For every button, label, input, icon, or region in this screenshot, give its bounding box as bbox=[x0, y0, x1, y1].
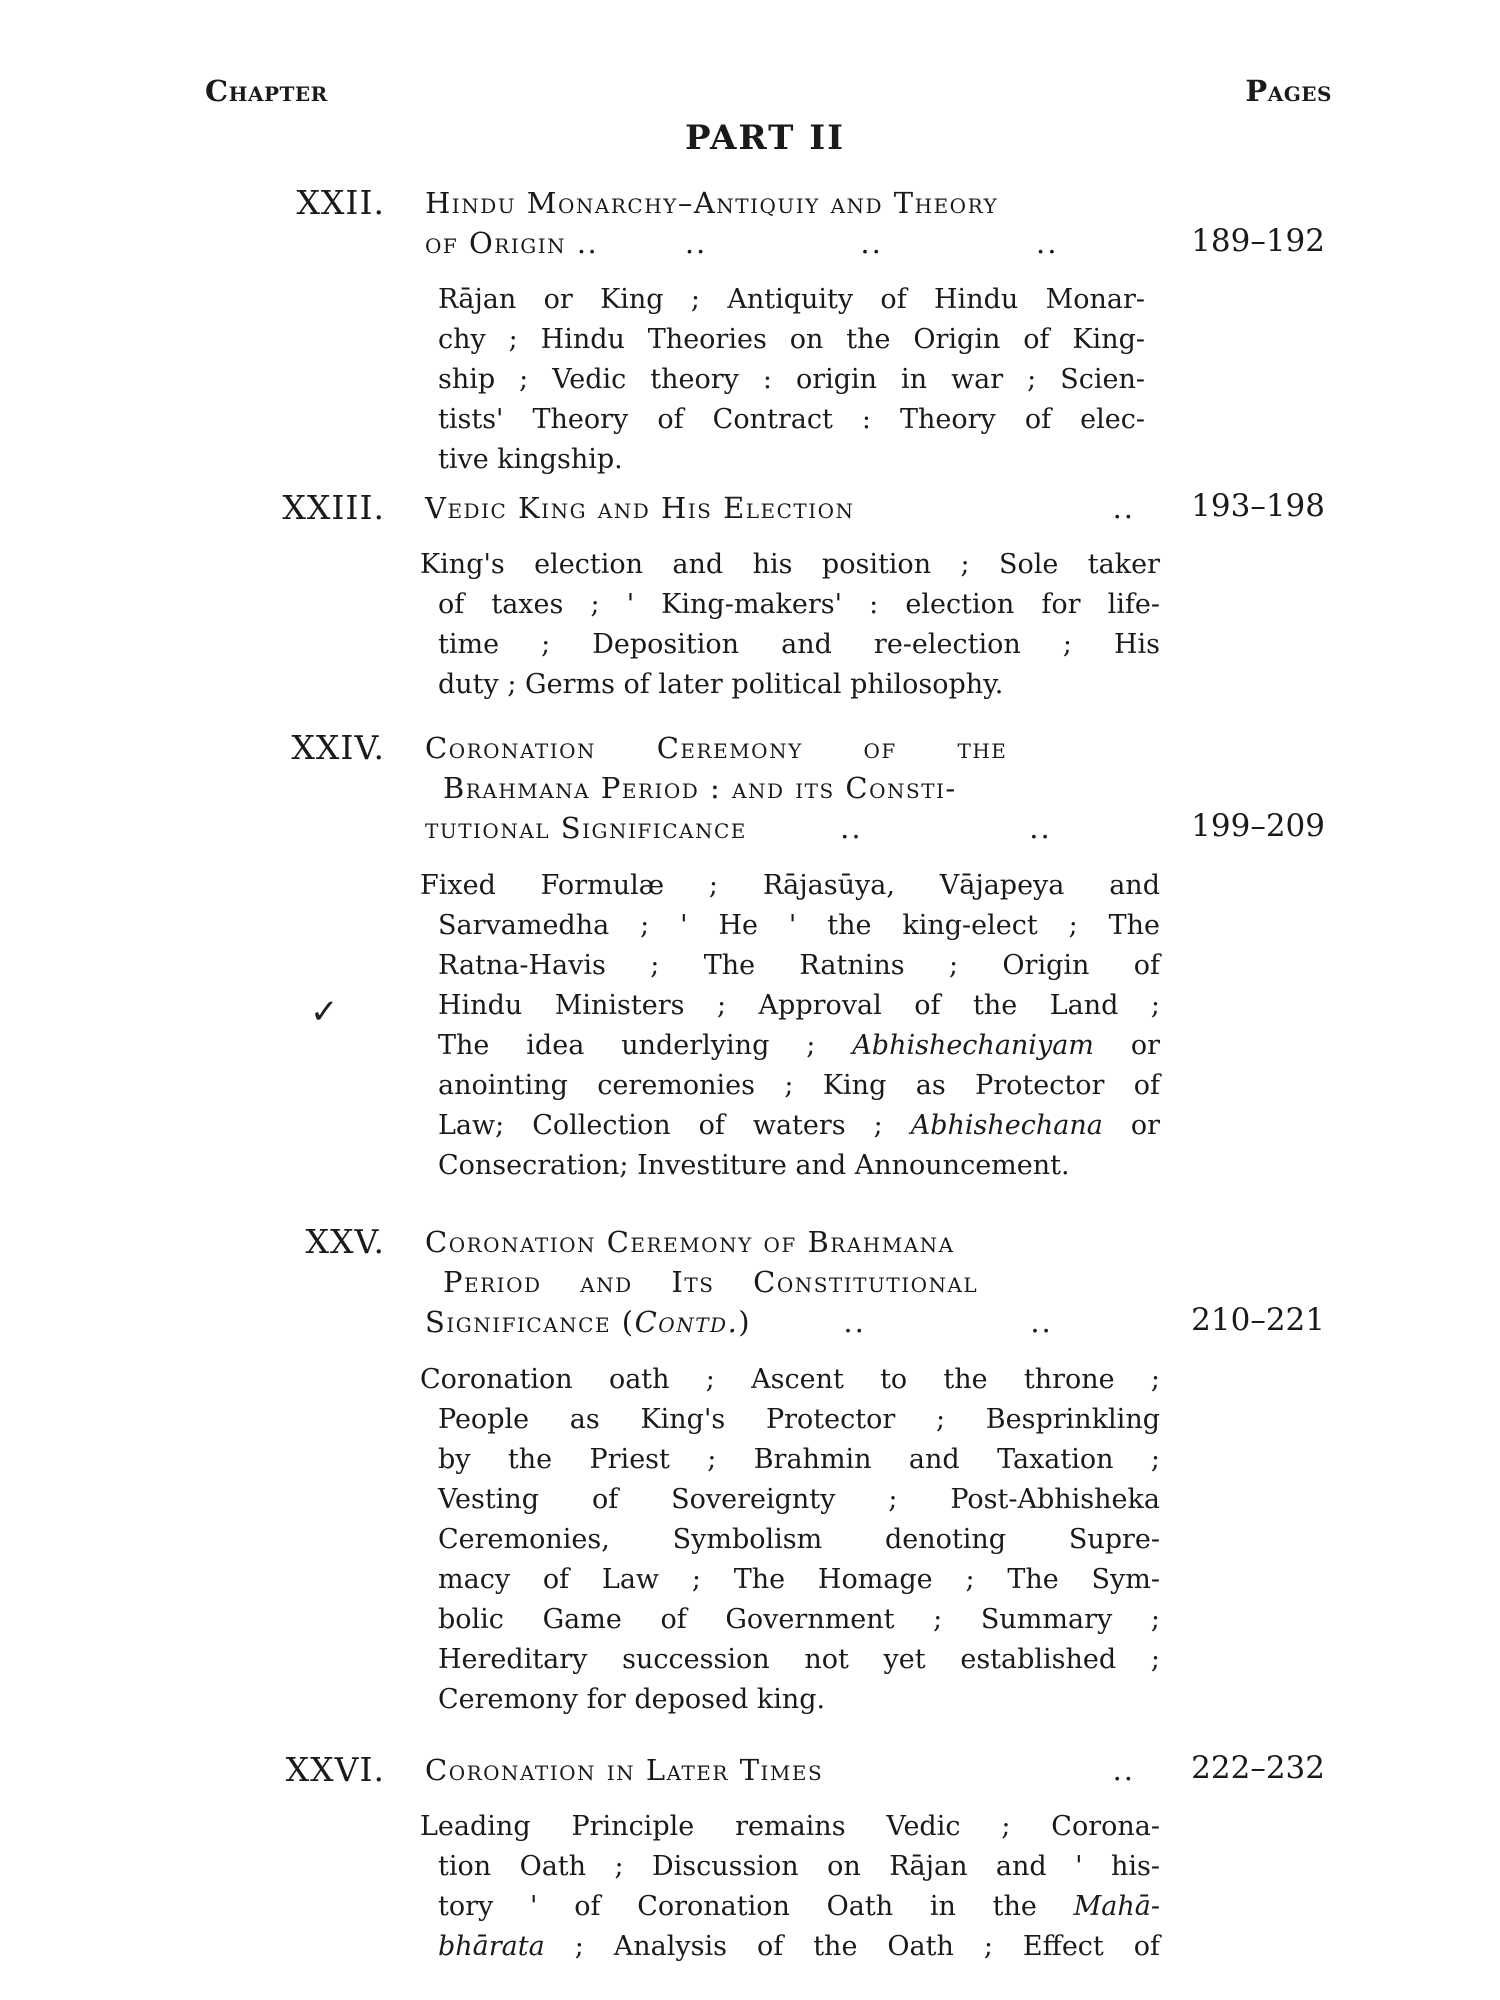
chapter-pages: 210–221 bbox=[1191, 1302, 1325, 1338]
summary-line: anointing ceremonies ; King as Protector of bbox=[438, 1070, 1160, 1101]
summary-line: macy of Law ; The Homage ; The Sym- bbox=[438, 1564, 1160, 1595]
chapter-title bbox=[425, 183, 1145, 263]
summary-line: Vesting of Sovereignty ; Post-Abhisheka bbox=[438, 1484, 1160, 1515]
summary-line: Ceremony for deposed king. bbox=[438, 1684, 826, 1715]
summary-line: ship ; Vedic theory : origin in war ; Scien- bbox=[438, 364, 1145, 395]
chapter-title-text: Vedic King and His Election bbox=[425, 491, 855, 525]
chapter-pages: 193–198 bbox=[1191, 488, 1325, 524]
chapter-summary bbox=[420, 866, 1160, 1186]
summary-line: Leading Principle remains Vedic ; Corona- bbox=[420, 1811, 1160, 1842]
chapter-title-text: tutional Significance bbox=[425, 811, 747, 845]
chapter-number: XXIV. bbox=[291, 728, 385, 767]
chapter-title-line: Hindu Monarchy–Antiquiy and Theory bbox=[425, 186, 999, 220]
summary-line: Law; Collection of waters ; Abhishechana or bbox=[438, 1110, 1160, 1141]
chapter-pages: 199–209 bbox=[1191, 808, 1325, 844]
summary-line: tive kingship. bbox=[438, 444, 623, 475]
summary-line: People as King's Protector ; Besprinkling bbox=[438, 1404, 1160, 1435]
summary-line: tory ' of Coronation Oath in the Mahā- bbox=[438, 1891, 1160, 1922]
chapter-pages: 189–192 bbox=[1191, 223, 1325, 259]
chapter-summary bbox=[420, 1360, 1160, 1720]
summary-line: by the Priest ; Brahmin and Taxation ; bbox=[438, 1444, 1160, 1475]
summary-line: The idea underlying ; Abhishechaniyam or bbox=[438, 1030, 1160, 1061]
chapter-title bbox=[425, 1750, 1145, 1790]
chapter-summary bbox=[420, 1807, 1160, 1967]
summary-line: King's election and his position ; Sole taker bbox=[420, 549, 1160, 580]
chapter-title-text: Coronation in Later Times bbox=[425, 1753, 824, 1787]
chapter-title bbox=[425, 488, 1145, 528]
summary-line: Hindu Ministers ; Approval of the Land ; bbox=[438, 990, 1160, 1021]
summary-line: Fixed Formulæ ; Rājasūya, Vājapeya and bbox=[420, 870, 1160, 901]
chapter-title-line: Coronation Ceremony of Brahmana bbox=[425, 1225, 955, 1259]
check-mark-icon: ✓ bbox=[310, 992, 339, 1032]
chapter-title bbox=[425, 1222, 1145, 1342]
summary-line: chy ; Hindu Theories on the Origin of King- bbox=[438, 324, 1145, 355]
summary-line: bolic Game of Government ; Summary ; bbox=[438, 1604, 1160, 1635]
chapter-title-line-last bbox=[425, 223, 1145, 263]
chapter-summary bbox=[420, 280, 1145, 480]
summary-line: Consecration; Investiture and Announcement. bbox=[438, 1150, 1070, 1181]
leader-dots: .. .. bbox=[840, 811, 1052, 845]
part-title: PART II bbox=[684, 118, 846, 158]
chapter-title-line: Period and Its Constitutional bbox=[443, 1265, 979, 1299]
chapter-number: XXVI. bbox=[285, 1750, 385, 1789]
leader-dots: .. .. bbox=[843, 1305, 1053, 1339]
chapter-pages: 222–232 bbox=[1191, 1750, 1325, 1786]
chapter-number: XXV. bbox=[305, 1222, 385, 1261]
chapter-title-line-last bbox=[425, 1750, 1145, 1790]
summary-line: Ceremonies, Symbolism denoting Supre- bbox=[438, 1524, 1160, 1555]
summary-line: Hereditary succession not yet established ; bbox=[438, 1644, 1160, 1675]
summary-line: time ; Deposition and re-election ; His bbox=[438, 629, 1160, 660]
summary-line: duty ; Germs of later political philosophy. bbox=[438, 669, 1004, 700]
chapter-title-line-last bbox=[425, 488, 1145, 528]
summary-line: Rājan or King ; Antiquity of Hindu Monar- bbox=[438, 284, 1145, 315]
chapter-column-heading: Chapter bbox=[205, 74, 328, 108]
chapter-number: XXIII. bbox=[282, 488, 385, 527]
chapter-title-line-last bbox=[425, 808, 1145, 848]
chapter-number: XXII. bbox=[296, 183, 385, 222]
summary-line: Ratna-Havis ; The Ratnins ; Origin of bbox=[438, 950, 1160, 981]
leader-dots: .. .. .. bbox=[684, 226, 1059, 260]
summary-line: Sarvamedha ; ' He ' the king-elect ; The bbox=[438, 910, 1160, 941]
summary-line: bhārata ; Analysis of the Oath ; Effect of bbox=[438, 1931, 1160, 1962]
summary-line: of taxes ; ' King-makers' : election for life- bbox=[438, 589, 1160, 620]
chapter-title-text: Significance (Contd.) bbox=[425, 1305, 752, 1339]
chapter-title-line: Coronation Ceremony of the bbox=[425, 731, 1008, 765]
summary-line: Coronation oath ; Ascent to the throne ; bbox=[420, 1364, 1160, 1395]
summary-line: tion Oath ; Discussion on Rājan and ' his- bbox=[438, 1851, 1160, 1882]
leader-dots: .. bbox=[1112, 491, 1135, 525]
chapter-title bbox=[425, 728, 1145, 848]
chapter-summary bbox=[420, 545, 1160, 705]
leader-dots: .. bbox=[1112, 1753, 1135, 1787]
pages-column-heading: Pages bbox=[1245, 74, 1332, 108]
summary-line: tists' Theory of Contract : Theory of elec- bbox=[438, 404, 1145, 435]
chapter-title-text: of Origin .. bbox=[425, 226, 599, 260]
chapter-title-line-last bbox=[425, 1302, 1145, 1342]
chapter-title-line: Brahmana Period : and its Consti- bbox=[443, 771, 957, 805]
